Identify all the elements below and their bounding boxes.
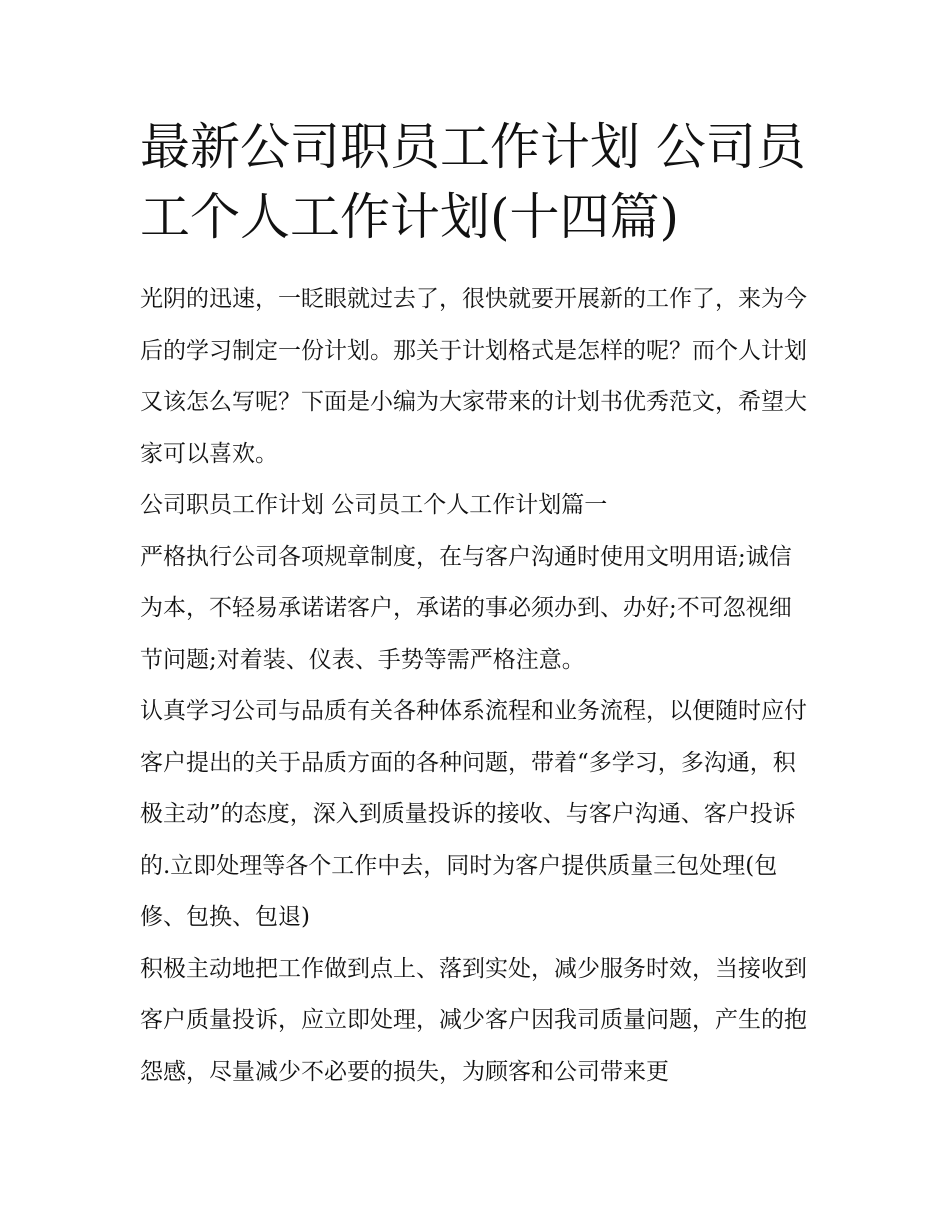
body-paragraph: 积极主动地把工作做到点上、落到实处，减少服务时效，当接收到客户质量投诉，应立即处理，减少客户因我司质量问题，产生的抱怨感，尽量减少不必要的损失，为顾客和公司带来更: [140, 955, 807, 1085]
section-heading: 公司职员工作计划 公司员工个人工作计划篇一: [140, 492, 608, 518]
intro-paragraph: 光阴的迅速，一眨眼就过去了，很快就要开展新的工作了，来为今后的学习制定一份计划。那关于计划格式是怎样的呢？而个人计划又该怎么写呢？下面是小编为大家带来的计划书优秀范文，希望大家可以喜欢。: [140, 286, 807, 467]
document-title: 最新公司职员工作计划 公司员工个人工作计划(十四篇): [140, 118, 806, 246]
body-paragraph: 认真学习公司与品质有关各种体系流程和业务流程，以便随时应付客户提出的关于品质方面的各种问题，带着“多学习，多沟通，积极主动”的态度，深入到质量投诉的接收、与客户沟通、客户投诉的.立即处理等各个工作中去，同时为客户提供质量三包处理(包修、包换、包退): [140, 698, 807, 930]
document-page: [140, 112, 812, 1098]
document-body: [140, 274, 812, 1098]
body-paragraph: 严格执行公司各项规章制度，在与客户沟通时使用文明用语;诚信为本，不轻易承诺诺客户，承诺的事必须办到、办好;不可忽视细节问题;对着装、仪表、手势等需严格注意。: [140, 543, 792, 673]
